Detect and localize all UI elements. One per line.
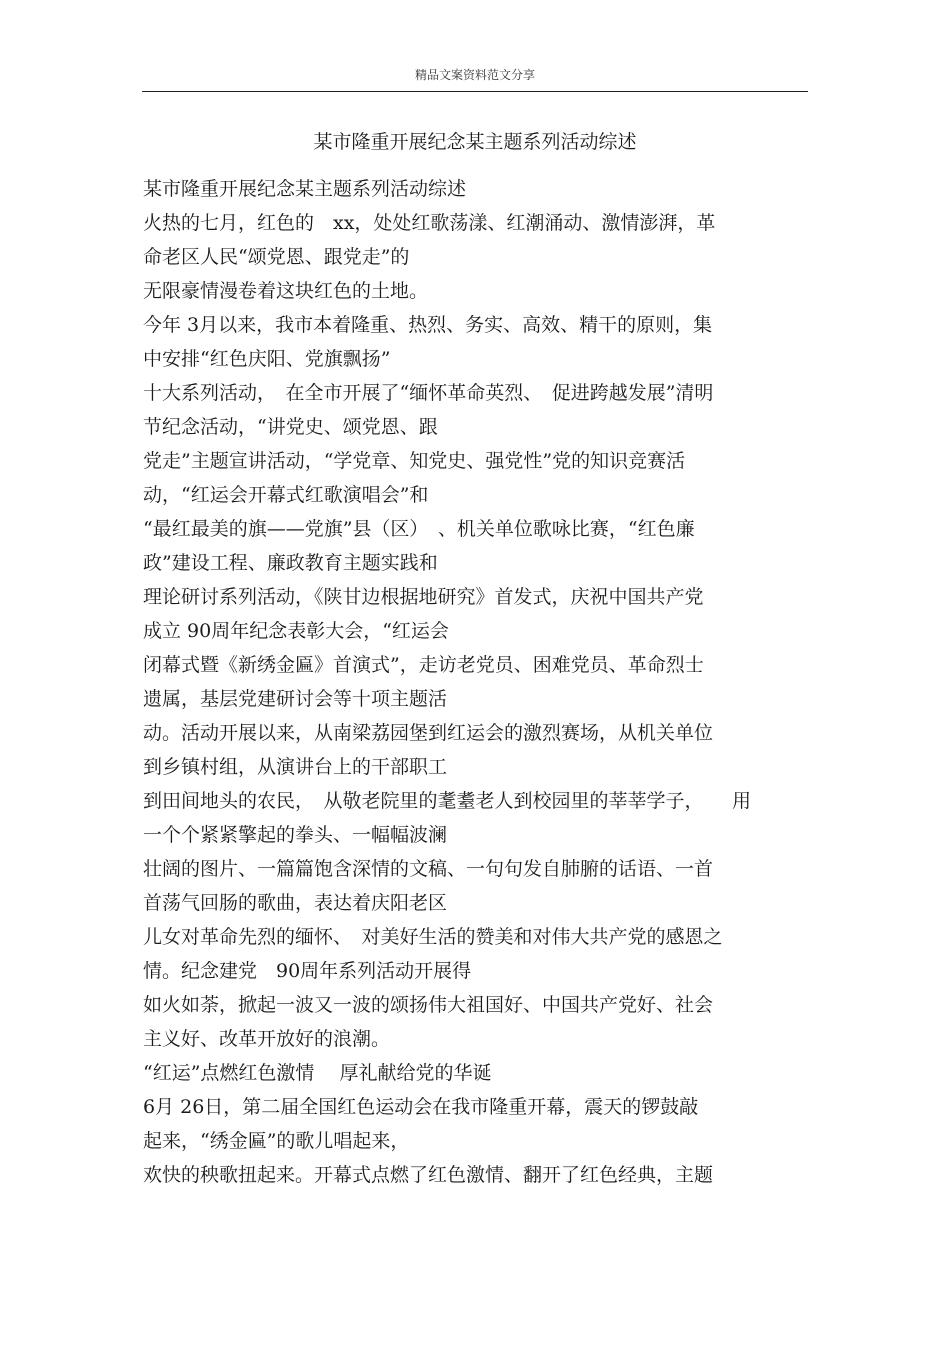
body-line: 动，“红运会开幕式红歌演唱会”和: [143, 484, 429, 506]
body-line: 情。纪念建党 90周年系列活动开展得: [143, 960, 472, 982]
body-line: “最红最美的旗——党旗”县（区） 、机关单位歌咏比赛，“红色廉: [143, 518, 695, 540]
body-line: 中安排“红色庆阳、党旗飘扬”: [143, 348, 391, 370]
body-line: 到田间地头的农民， 从敬老院里的耄耋老人到校园里的莘莘学子， 用: [143, 790, 752, 812]
body-line: 今年 3月以来，我市本着隆重、热烈、务实、高效、精干的原则，集: [143, 314, 713, 336]
header-rule: [142, 91, 808, 92]
body-line: 党走”主题宣讲活动，“学党章、知党史、强党性”党的知识竞赛活: [143, 450, 686, 472]
body-line: 政”建设工程、廉政教育主题实践和: [143, 552, 438, 574]
section-heading: “红运”点燃红色激情 厚礼献给党的华诞: [143, 1062, 492, 1084]
body-line: 节纪念活动，“讲党史、颂党恩、跟: [143, 416, 438, 438]
document-body: [143, 172, 823, 1192]
body-line: 动。活动开展以来，从南梁荔园堡到红运会的激烈赛场，从机关单位: [143, 722, 714, 744]
body-line: 主义好、改革开放好的浪潮。: [143, 1028, 391, 1050]
page-header: 精品文案资料范文分享: [414, 68, 535, 82]
body-line: 首荡气回肠的歌曲，表达着庆阳老区: [143, 892, 448, 914]
body-line: 壮阔的图片、一篇篇饱含深情的文稿、一句句发自肺腑的话语、一首: [143, 858, 714, 880]
body-line: 欢快的秧歌扭起来。开幕式点燃了红色激情、翻开了红色经典，主题: [143, 1164, 714, 1186]
body-line: 到乡镇村组，从演讲台上的干部职工: [143, 756, 448, 778]
body-line: 无限豪情漫卷着这块红色的土地。: [143, 280, 429, 302]
body-line: 成立 90周年纪念表彰大会，“红运会: [143, 620, 449, 642]
body-line: 火热的七月，红色的 xx，处处红歌荡漾、红潮涌动、激情澎湃，革: [143, 212, 716, 234]
body-line: 起来，“绣金匾”的歌儿唱起来，: [143, 1130, 410, 1152]
body-line: 命老区人民“颂党恩、跟党走”的: [143, 246, 410, 268]
body-line: 十大系列活动， 在全市开展了“缅怀革命英烈、 促进跨越发展”清明: [143, 382, 714, 404]
document-title: 某市隆重开展纪念某主题系列活动综述: [313, 131, 637, 153]
body-line: 闭幕式暨《新绣金匾》首演式”，走访老党员、困难党员、革命烈士: [143, 654, 704, 676]
body-line: 某市隆重开展纪念某主题系列活动综述: [143, 178, 467, 200]
body-line: 遗属，基层党建研讨会等十项主题活: [143, 688, 448, 710]
body-line: 儿女对革命先烈的缅怀、 对美好生活的赞美和对伟大共产党的感恩之: [143, 926, 723, 948]
body-line: 一个个紧紧擎起的拳头、一幅幅波澜: [143, 824, 448, 846]
body-line: 6月 26日，第二届全国红色运动会在我市隆重开幕，震天的锣鼓敲: [143, 1096, 699, 1118]
body-line: 理论研讨系列活动，《陕甘边根据地研究》首发式，庆祝中国共产党: [143, 586, 704, 608]
body-line: 如火如荼，掀起一波又一波的颂扬伟大祖国好、中国共产党好、社会: [143, 994, 714, 1016]
